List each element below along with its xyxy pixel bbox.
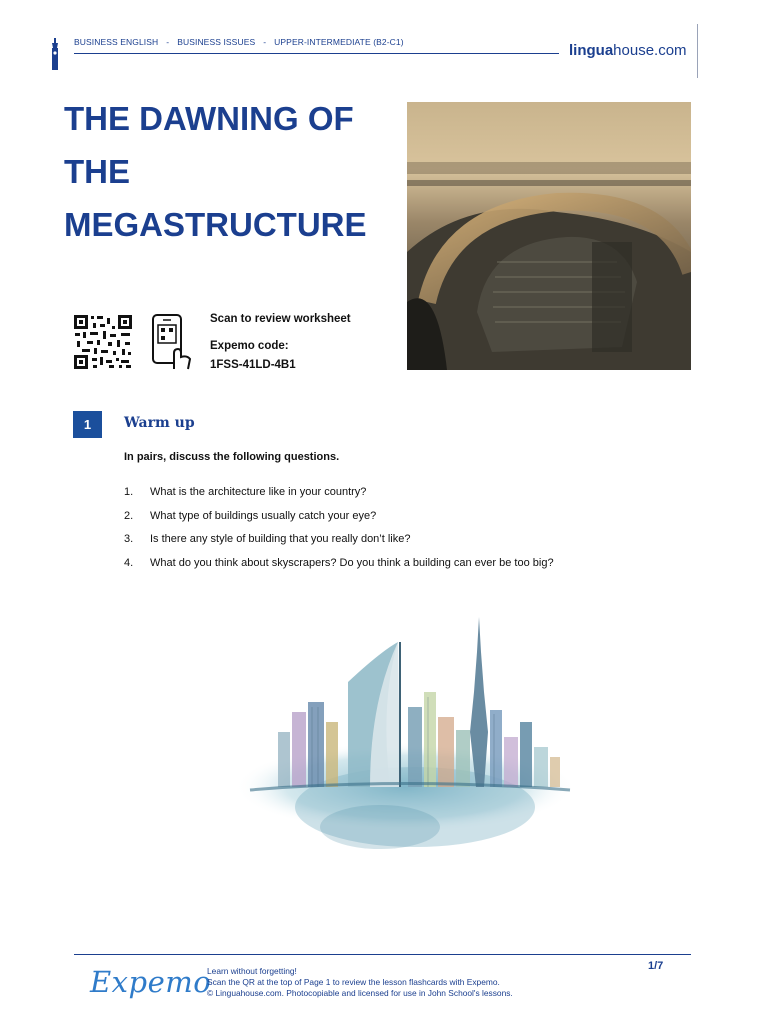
expemo-code-value: 1FSS-41LD-4B1 xyxy=(210,359,296,371)
breadcrumb-item[interactable]: BUSINESS ENGLISH xyxy=(74,37,159,47)
breadcrumb: BUSINESS ENGLISH - BUSINESS ISSUES - UPPER-INTERMEDIATE (B2-C1) xyxy=(74,37,404,47)
list-item: 2. What type of buildings usually catch your eye? xyxy=(124,509,377,522)
expemo-logo[interactable]: Expemo xyxy=(90,965,212,999)
header-vertical-divider xyxy=(697,24,698,78)
tower-logo-icon xyxy=(50,38,60,70)
breadcrumb-item[interactable]: UPPER-INTERMEDIATE (B2-C1) xyxy=(274,37,404,47)
qr-code-icon[interactable] xyxy=(73,314,133,370)
city-skyline-illustration xyxy=(230,612,590,857)
footer-instruction: Scan the QR at the top of Page 1 to review the lesson flashcards with Expemo. xyxy=(207,977,500,987)
scan-label: Scan to review worksheet xyxy=(210,313,351,325)
phone-scan-icon xyxy=(150,313,194,371)
question-list xyxy=(124,486,554,580)
section-instructions: In pairs, discuss the following questions. xyxy=(124,451,340,463)
title-line: THE DAWNING OF xyxy=(64,100,354,137)
footer-divider xyxy=(74,954,691,955)
expemo-code-label: Expemo code: xyxy=(210,340,289,352)
hero-airport-image xyxy=(407,102,691,370)
footer-copyright: © Linguahouse.com. Photocopiable and licensed for use in John School's lessons. xyxy=(207,988,513,998)
footer-text xyxy=(207,966,513,999)
list-item: 3. Is there any style of building that you really don’t like? xyxy=(124,533,411,545)
breadcrumb-item[interactable]: BUSINESS ISSUES xyxy=(177,37,256,47)
page-number: 1/7 xyxy=(648,960,664,972)
footer-tagline: Learn without forgetting! xyxy=(207,966,297,976)
header-divider xyxy=(74,53,559,54)
list-item: 1. What is the architecture like in your country? xyxy=(124,486,367,498)
list-item: 4. What do you think about skyscrapers? Do you think a building can ever be too big? xyxy=(124,556,554,569)
linguahouse-logo[interactable]: linguahouse.com xyxy=(569,42,687,59)
section-title: Warm up xyxy=(124,415,195,431)
page-title xyxy=(64,92,399,251)
title-line: MEGASTRUCTURE xyxy=(64,206,367,243)
title-line: THE xyxy=(64,153,130,190)
section-number-badge: 1 xyxy=(73,411,102,438)
